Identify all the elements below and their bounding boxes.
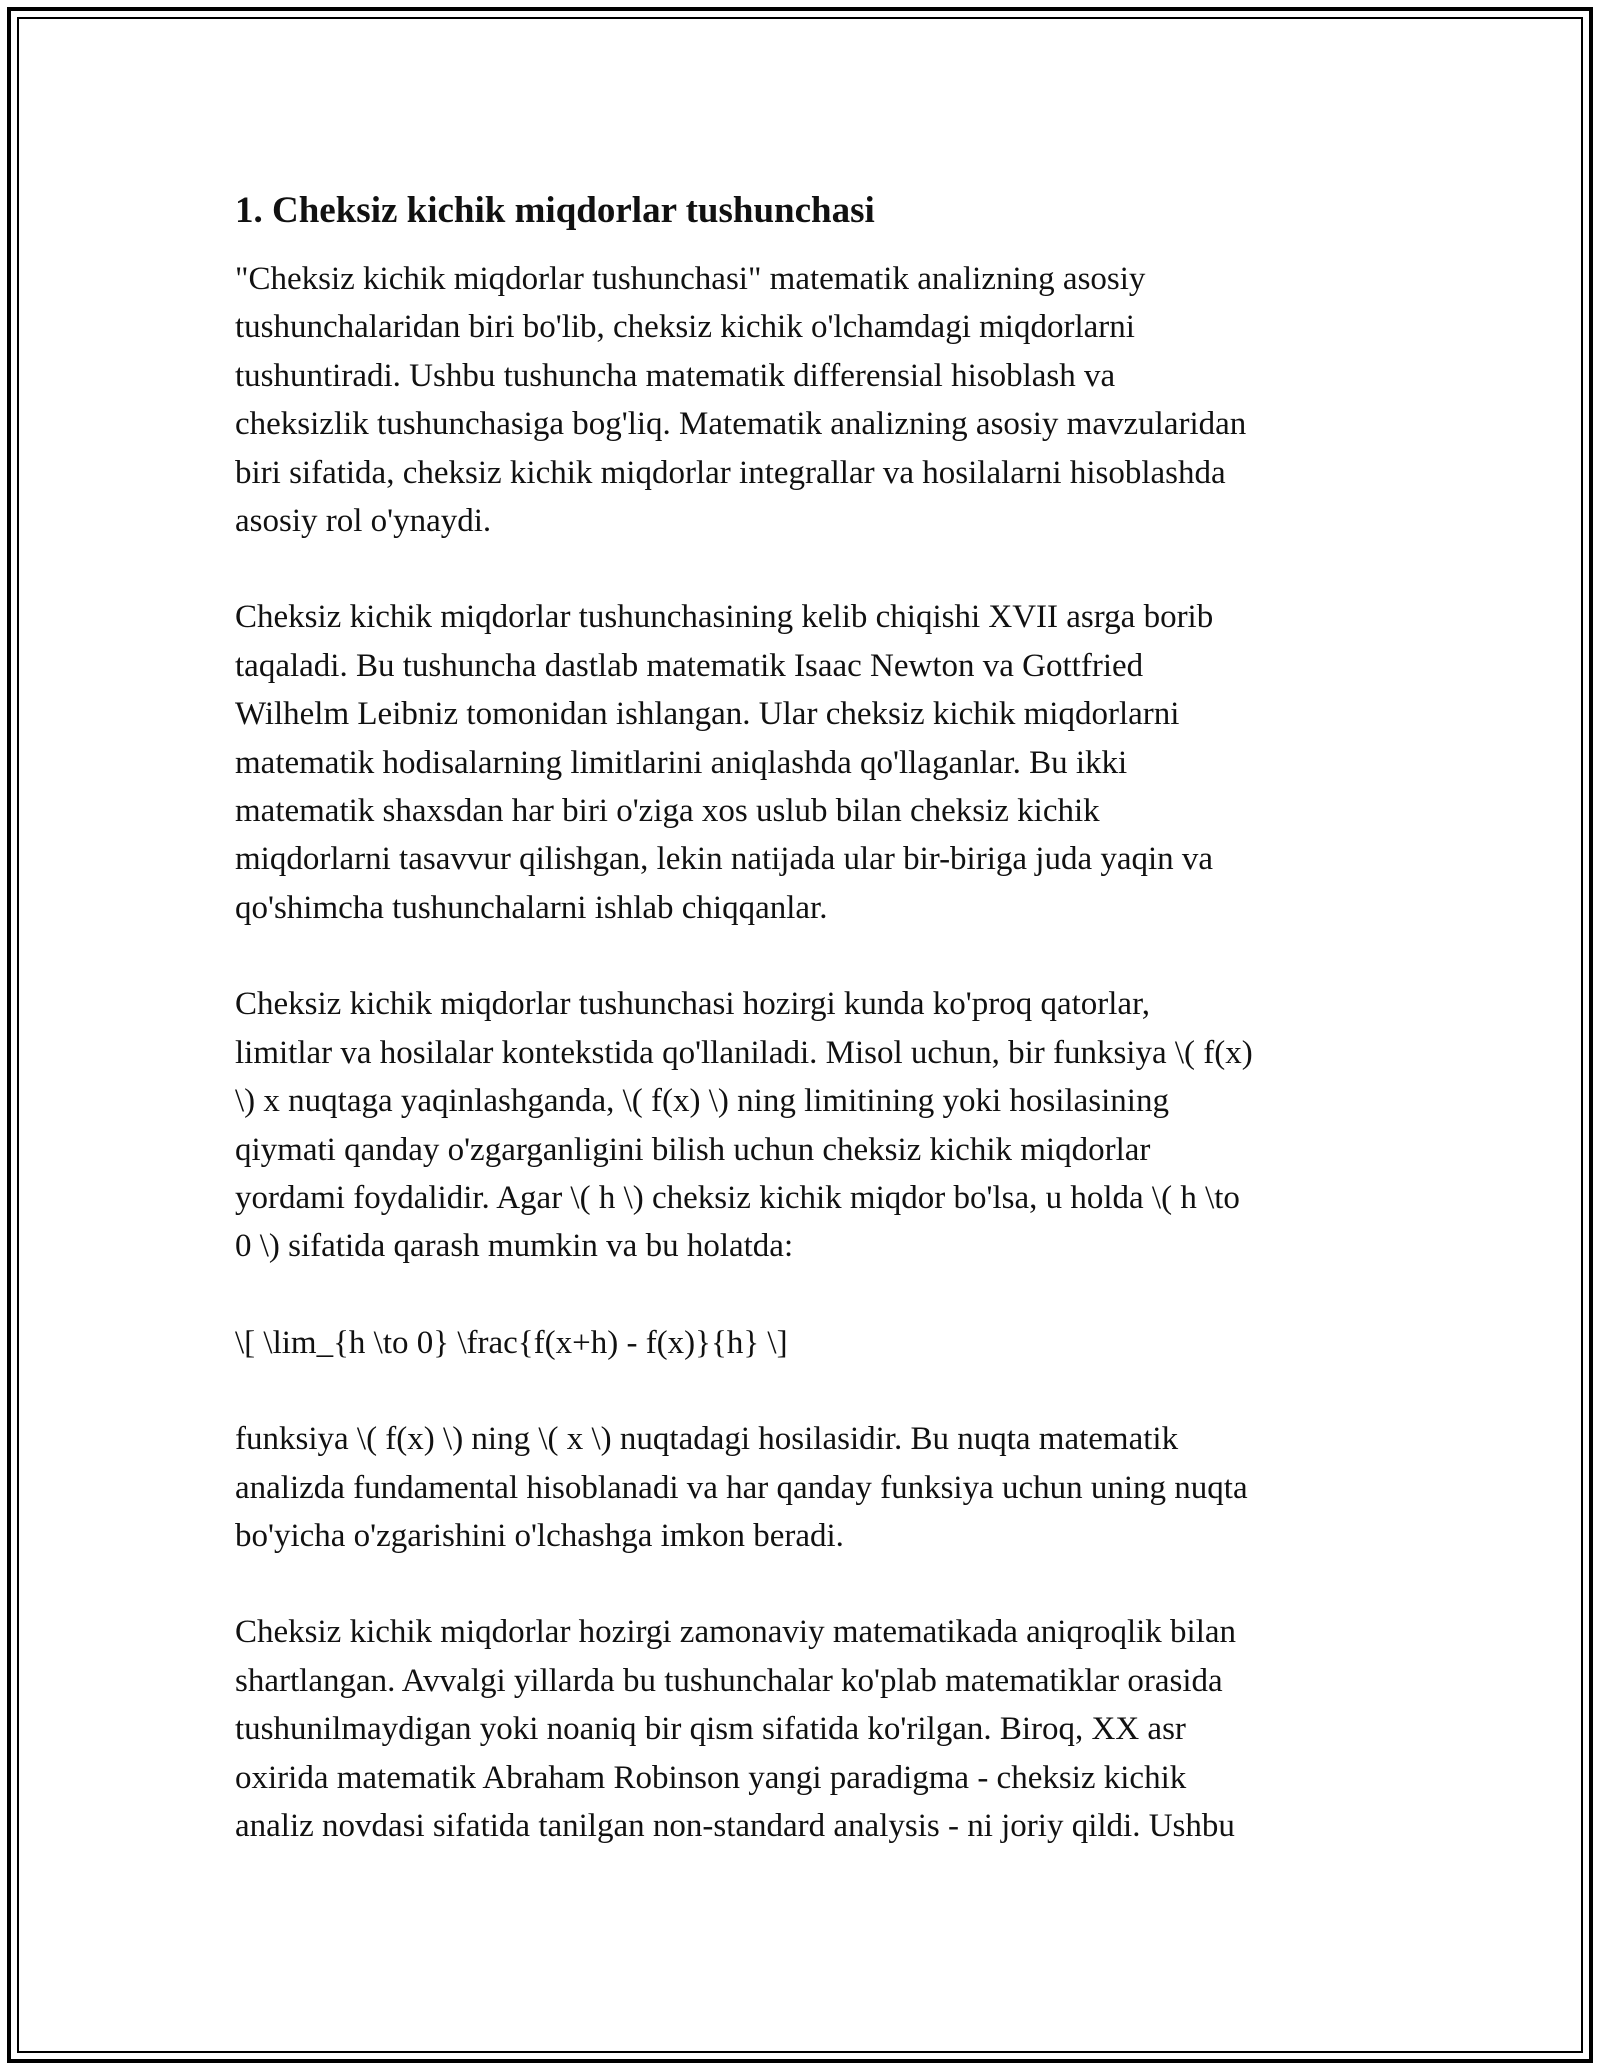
text-line: cheksizlik tushunchasiga bog'liq. Matematik analizning asosiy mavzularidan [235,406,1247,443]
paragraph-2 [235,593,1370,932]
text-line: analizda fundamental hisoblanadi va har qanday funksiya uchun uning nuqta [235,1469,1248,1506]
paragraph-4 [235,1415,1370,1560]
text-line: miqdorlarni tasavvur qilishgan, lekin natijada ular bir-biriga juda yaqin va [235,841,1214,878]
paragraph-1 [235,255,1370,545]
text-line: Cheksiz kichik miqdorlar hozirgi zamonaviy matematikada aniqroqlik bilan [235,1614,1237,1651]
text-line: "Cheksiz kichik miqdorlar tushunchasi" matematik analizning asosiy [235,261,1146,297]
text-line: Wilhelm Leibniz tomonidan ishlangan. Ular cheksiz kichik miqdorlarni [235,696,1180,733]
formula-text: \[ \lim_{h \to 0} \frac{f(x+h) - f(x)}{h} \] [235,1324,788,1361]
text-line: yordami foydalidir. Agar \( h \) cheksiz kichik miqdor bo'lsa, u holda \( h \to [235,1179,1240,1216]
text-line: 0 \) sifatida qarash mumkin va bu holatda: [235,1228,794,1265]
text-line: taqaladi. Bu tushuncha dastlab matematik Isaac Newton va Gottfried [235,647,1144,684]
text-line: oxirida matematik Abraham Robinson yangi paradigma - cheksiz kichik [235,1759,1187,1796]
text-line: analiz novdasi sifatida tanilgan non-standard analysis - ni joriy qildi. Ushbu [235,1807,1235,1844]
paragraph-5 [235,1608,1370,1850]
text-line: qiymati qanday o'zgarganligini bilish uchun cheksiz kichik miqdorlar [235,1131,1151,1168]
paragraph-3 [235,980,1370,1270]
text-line: Cheksiz kichik miqdorlar tushunchasining kelib chiqishi XVII asrga borib [235,599,1214,636]
limit-formula [235,1319,1370,1367]
document-body [235,185,1370,1898]
text-line: \) x nuqtaga yaqinlashganda, \( f(x) \) ning limitining yoki hosilasining [235,1083,1169,1120]
text-line: shartlangan. Avvalgi yillarda bu tushunchalar ko'plab matematiklar orasida [235,1662,1223,1699]
text-line: bo'yicha o'zgarishini o'lchashga imkon beradi. [235,1517,844,1554]
text-line: qo'shimcha tushunchalarni ishlab chiqqanlar. [235,889,828,926]
text-line: matematik hodisalarning limitlarini aniqlashda qo'llaganlar. Bu ikki [235,744,1128,781]
section-title: 1. Cheksiz kichik miqdorlar tushunchasi [235,190,875,231]
text-line: asosiy rol o'ynaydi. [235,503,492,540]
text-line: biri sifatida, cheksiz kichik miqdorlar integrallar va hosilalarni hisoblashda [235,454,1226,491]
text-line: matematik shaxsdan har biri o'ziga xos uslub bilan cheksiz kichik [235,793,1100,830]
text-line: tushunilmaydigan yoki noaniq bir qism sifatida ko'rilgan. Biroq, XX asr [235,1711,1186,1748]
text-line: limitlar va hosilalar kontekstida qo'llaniladi. Misol uchun, bir funksiya \( f(x) [235,1034,1253,1071]
text-line: funksiya \( f(x) \) ning \( x \) nuqtadagi hosilasidir. Bu nuqta matematik [235,1421,1179,1458]
text-line: Cheksiz kichik miqdorlar tushunchasi hozirgi kunda ko'proq qatorlar, [235,986,1150,1023]
text-line: tushunchalaridan biri bo'lib, cheksiz kichik o'lchamdagi miqdorlarni [235,309,1135,346]
text-line: tushuntiradi. Ushbu tushuncha matematik differensial hisoblash va [235,357,1116,394]
